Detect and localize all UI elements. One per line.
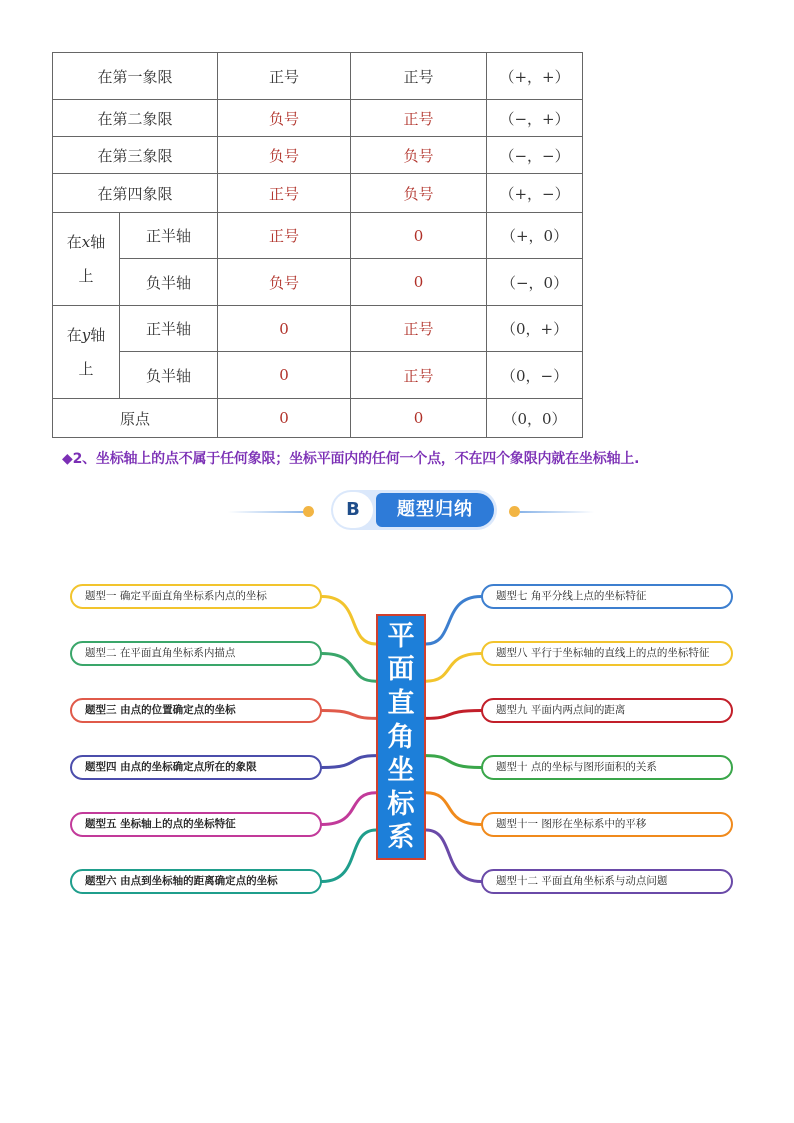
row-label: 在第一象限 (53, 53, 218, 100)
y-sign-cell: 0 (351, 213, 487, 259)
axis-label-post: 轴 (90, 326, 106, 344)
y-sign-cell: 正号 (351, 306, 487, 352)
mindmap-node: 题型十二 平面直角坐标系与动点问题 (481, 869, 733, 894)
center-char: 面 (387, 654, 415, 686)
center-char: 标 (387, 788, 415, 820)
mindmap-node: 题型九 平面内两点间的距离 (481, 698, 733, 723)
x-sign-cell: 0 (218, 306, 351, 352)
mindmap-center (376, 614, 426, 860)
x-sign-cell: 0 (218, 399, 351, 438)
axis-variable: x (81, 233, 91, 251)
x-sign-cell: 负号 (218, 137, 351, 174)
row-label: 在第二象限 (53, 100, 218, 137)
axis-label-post: 轴 (90, 233, 106, 251)
axis-label-pre: 在 (66, 326, 82, 344)
mindmap-node: 题型一 确定平面直角坐标系内点的坐标 (70, 584, 322, 609)
row-label: 在第三象限 (53, 137, 218, 174)
axis-label-line2: 上 (78, 360, 94, 378)
half-axis-label: 负半轴 (120, 352, 218, 399)
y-sign-cell: 负号 (351, 137, 487, 174)
y-sign-cell: 正号 (351, 53, 487, 100)
sign-pair-cell: （−，−） (487, 137, 583, 174)
mindmap-node: 题型六 由点到坐标轴的距离确定点的坐标 (70, 869, 322, 894)
axis-variable: y (81, 326, 91, 344)
x-sign-cell: 正号 (218, 53, 351, 100)
connector-curve (322, 654, 376, 682)
mindmap-node: 题型七 角平分线上点的坐标特征 (481, 584, 733, 609)
center-char: 系 (387, 822, 415, 854)
note-text: ◆2、坐标轴上的点不属于任何象限；坐标平面内的任何一个点，不在四个象限内就在坐标轴上. (62, 451, 640, 467)
connector-curve (322, 711, 376, 719)
center-char: 平 (387, 620, 415, 652)
row-label: 原点 (53, 399, 218, 438)
connector-curve (322, 756, 376, 768)
half-axis-label: 正半轴 (120, 306, 218, 352)
mindmap-node: 题型五 坐标轴上的点的坐标特征 (70, 812, 322, 837)
half-axis-label: 负半轴 (120, 259, 218, 306)
section-letter: B (333, 492, 373, 528)
center-char: 坐 (387, 755, 415, 787)
mindmap-node: 题型四 由点的坐标确定点所在的象限 (70, 755, 322, 780)
x-sign-cell: 正号 (218, 174, 351, 213)
x-sign-cell: 负号 (218, 259, 351, 306)
mindmap-node: 题型二 在平面直角坐标系内描点 (70, 641, 322, 666)
sign-pair-cell: （+，−） (487, 174, 583, 213)
sign-pair-cell: （+，0） (487, 213, 583, 259)
connector-curve (426, 793, 481, 825)
y-sign-cell: 0 (351, 259, 487, 306)
row-label: 在第四象限 (53, 174, 218, 213)
x-sign-cell: 0 (218, 352, 351, 399)
connector-curve (322, 597, 376, 645)
center-char: 角 (387, 721, 415, 753)
mindmap-node: 题型十一 图形在坐标系中的平移 (481, 812, 733, 837)
y-sign-cell: 负号 (351, 174, 487, 213)
mindmap-node: 题型十 点的坐标与图形面积的关系 (481, 755, 733, 780)
mindmap-node: 题型八 平行于坐标轴的直线上的点的坐标特征 (481, 641, 733, 666)
connector-curve (426, 830, 481, 882)
connector-curve (426, 756, 481, 768)
sign-pair-cell: （0，0） (487, 399, 583, 438)
x-sign-cell: 正号 (218, 213, 351, 259)
connector-curve (426, 711, 481, 719)
y-sign-cell: 正号 (351, 352, 487, 399)
half-axis-label: 正半轴 (120, 213, 218, 259)
axis-label-pre: 在 (66, 233, 82, 251)
x-sign-cell: 负号 (218, 100, 351, 137)
mindmap-node: 题型三 由点的位置确定点的坐标 (70, 698, 322, 723)
y-sign-cell: 正号 (351, 100, 487, 137)
sign-pair-cell: （+，+） (487, 53, 583, 100)
axis-label-line2: 上 (78, 267, 94, 285)
connector-curve (322, 830, 376, 882)
sign-pair-cell: （0，−） (487, 352, 583, 399)
y-sign-cell: 0 (351, 399, 487, 438)
sign-pair-cell: （0，+） (487, 306, 583, 352)
connector-curve (322, 793, 376, 825)
connector-curve (426, 597, 481, 645)
sign-pair-cell: （−，0） (487, 259, 583, 306)
sign-pair-cell: （−，+） (487, 100, 583, 137)
center-char: 直 (387, 687, 415, 719)
connector-curve (426, 654, 481, 682)
section-title: 题型归纳 (376, 493, 494, 527)
